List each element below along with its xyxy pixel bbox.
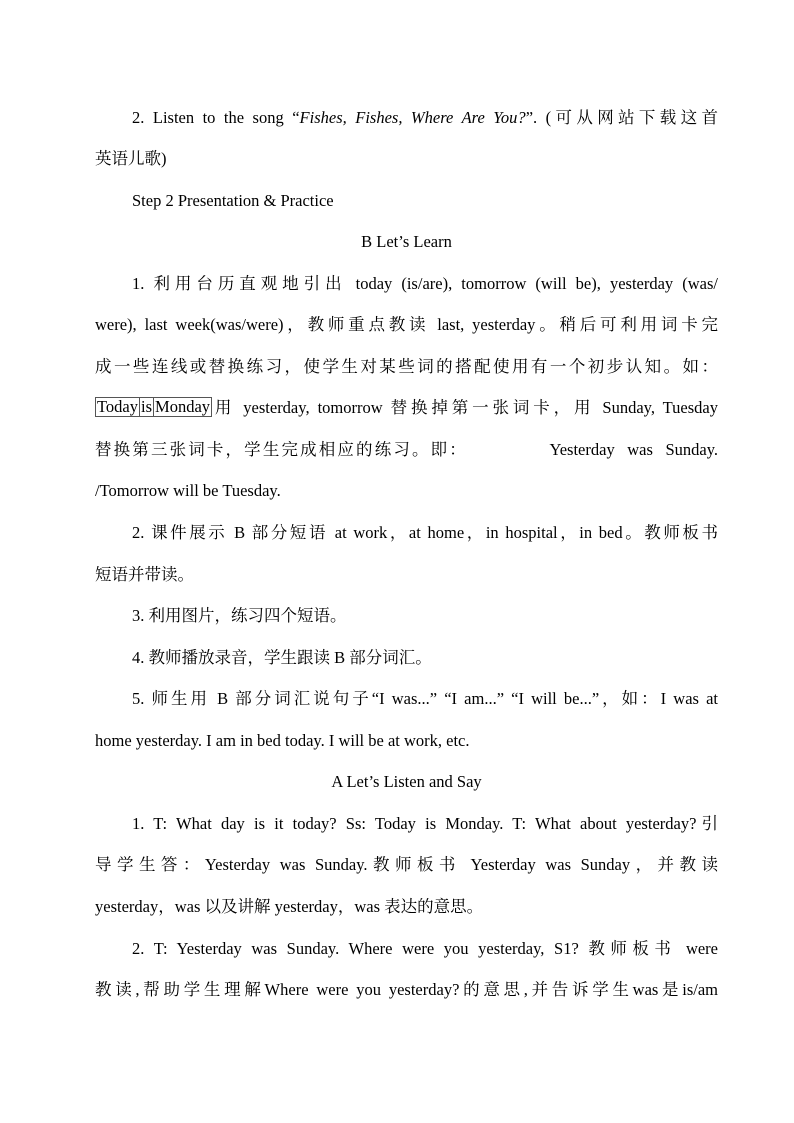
paragraph-line: 英语儿歌): [95, 149, 167, 168]
paragraph-line: 5. 师生用 B 部分词汇说句子“I was...” “I am...” “I will be...”，如：I was at: [132, 689, 718, 708]
paragraph-line: 短语并带读。: [95, 565, 194, 584]
step-heading: Step 2 Presentation & Practice: [132, 191, 334, 210]
paragraph-line: 3. 利用图片，练习四个短语。: [132, 606, 347, 625]
paragraph-line: yesterday，was 以及讲解 yesterday，was 表达的意思。: [95, 897, 484, 916]
word-card-instructions: 用 yesterday, tomorrow 替换掉第一张词卡，用 Sunday, Tuesday: [211, 398, 718, 417]
section-heading-listen-and-say: A Let’s Listen and Say: [331, 772, 482, 791]
paragraph-line: 替换第三张词卡，学生完成相应的练习。即： Yesterday was Sunday.: [95, 440, 718, 459]
section-heading-lets-learn: B Let’s Learn: [361, 232, 452, 251]
song-title: Fishes, Fishes, Where Are You?: [299, 108, 526, 127]
paragraph-line: 2. 课件展示 B 部分短语 at work，at home，in hospital，in bed。教师板书: [132, 523, 718, 542]
paragraph-line-song: [95, 103, 718, 133]
paragraph-line: 1. T: What day is it today? Ss: Today is Monday. T: What about yesterday?引: [132, 814, 718, 833]
document-page: [95, 0, 718, 1123]
word-card-is: is: [141, 397, 153, 416]
word-card-today: Today: [97, 397, 139, 416]
paragraph-line: 导学生答：Yesterday was Sunday.教师板书 Yesterday was Sunday，并教读: [95, 855, 718, 874]
song-intro-text: 2. Listen to the song “: [132, 108, 300, 127]
song-suffix-text: ”. (可从网站下载这首: [525, 108, 719, 127]
word-card-monday: Monday: [155, 397, 211, 416]
paragraph-line: 4. 教师播放录音，学生跟读 B 部分词汇。: [132, 648, 432, 667]
paragraph-line: 教读,帮助学生理解Where were you yesterday?的意思,并告诉学生was是is/am: [95, 980, 718, 999]
paragraph-line: 成一些连线或替换练习，使学生对某些词的搭配使用有一个初步认知。如：: [95, 357, 718, 376]
paragraph-line: /Tomorrow will be Tuesday.: [95, 481, 281, 500]
paragraph-line-word-cards: [95, 393, 718, 423]
paragraph-line: 1. 利用台历直观地引出 today (is/are), tomorrow (will be), yesterday (was/: [132, 274, 718, 293]
paragraph-line: home yesterday. I am in bed today. I will be at work, etc.: [95, 731, 470, 750]
paragraph-line: 2. T: Yesterday was Sunday. Where were you yesterday, S1? 教师板书 were: [132, 939, 718, 958]
paragraph-line: were), last week(was/were)，教师重点教读 last, yesterday。稍后可利用词卡完: [95, 315, 718, 334]
